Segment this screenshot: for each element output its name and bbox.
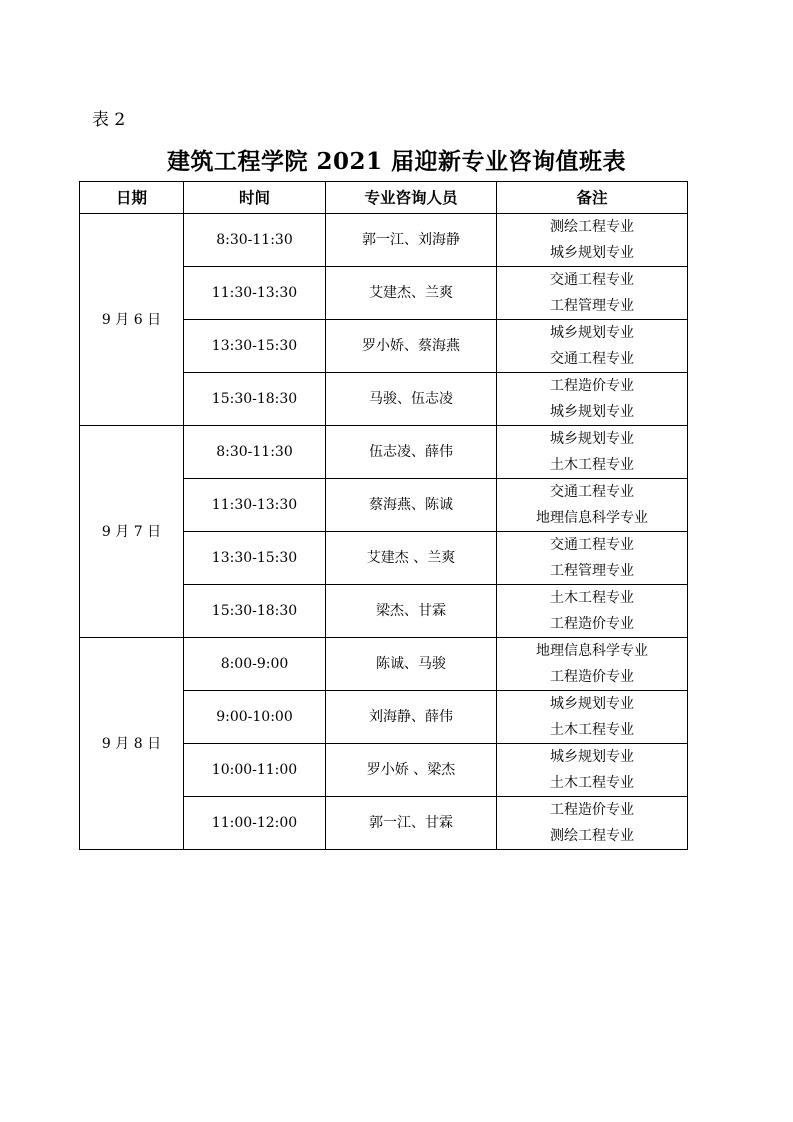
schedule-body (80, 214, 688, 850)
time-cell: 15:30-18:30 (184, 585, 326, 638)
note-line: 地理信息科学专业 (536, 510, 648, 526)
staff-cell: 蔡海燕、陈诚 (326, 479, 497, 532)
time-cell: 13:30-15:30 (184, 320, 326, 373)
time-cell: 9:00-10:00 (184, 691, 326, 744)
note-cell (497, 320, 688, 373)
time-cell: 8:30-11:30 (184, 214, 326, 267)
note-line: 土木工程专业 (550, 722, 634, 738)
note-line: 城乡规划专业 (550, 696, 634, 712)
staff-cell: 罗小娇 、梁杰 (326, 744, 497, 797)
staff-cell: 刘海静、薛伟 (326, 691, 497, 744)
note-line: 工程造价专业 (550, 378, 634, 394)
note-cell (497, 797, 688, 850)
document-title: 建筑工程学院 2021 届迎新专业咨询值班表 (166, 148, 627, 175)
date-cell: 9 月 7 日 (80, 426, 184, 638)
staff-cell: 陈诚、马骏 (326, 638, 497, 691)
note-line: 交通工程专业 (550, 537, 634, 553)
staff-cell: 郭一江、刘海静 (326, 214, 497, 267)
note-line: 城乡规划专业 (550, 404, 634, 420)
note-line: 工程管理专业 (550, 298, 634, 314)
time-cell: 13:30-15:30 (184, 532, 326, 585)
note-line: 工程造价专业 (550, 616, 634, 632)
time-cell: 10:00-11:00 (184, 744, 326, 797)
note-line: 城乡规划专业 (550, 245, 634, 261)
table-label: 表 2 (92, 110, 126, 130)
time-cell: 11:30-13:30 (184, 479, 326, 532)
note-cell (497, 267, 688, 320)
header-staff: 专业咨询人员 (326, 182, 497, 214)
header-note: 备注 (497, 182, 688, 214)
table-row (80, 426, 688, 479)
note-cell (497, 479, 688, 532)
time-cell: 15:30-18:30 (184, 373, 326, 426)
note-line: 交通工程专业 (550, 484, 634, 500)
staff-cell: 罗小娇、蔡海燕 (326, 320, 497, 373)
note-line: 工程造价专业 (550, 669, 634, 685)
duty-schedule-table (79, 181, 688, 850)
header-time: 时间 (184, 182, 326, 214)
date-cell: 9 月 8 日 (80, 638, 184, 850)
note-cell (497, 691, 688, 744)
note-cell (497, 532, 688, 585)
note-line: 测绘工程专业 (550, 828, 634, 844)
note-line: 土木工程专业 (550, 775, 634, 791)
time-cell: 8:00-9:00 (184, 638, 326, 691)
staff-cell: 马骏、伍志凌 (326, 373, 497, 426)
staff-cell: 艾建杰、兰爽 (326, 267, 497, 320)
note-line: 工程管理专业 (550, 563, 634, 579)
note-cell (497, 214, 688, 267)
note-line: 交通工程专业 (550, 272, 634, 288)
note-line: 测绘工程专业 (550, 219, 634, 235)
note-line: 工程造价专业 (550, 802, 634, 818)
staff-cell: 伍志凌、薛伟 (326, 426, 497, 479)
header-row (80, 182, 688, 214)
time-cell: 11:00-12:00 (184, 797, 326, 850)
note-cell (497, 585, 688, 638)
note-line: 城乡规划专业 (550, 749, 634, 765)
staff-cell: 艾建杰 、兰爽 (326, 532, 497, 585)
note-line: 城乡规划专业 (550, 431, 634, 447)
table-row (80, 214, 688, 267)
note-line: 交通工程专业 (550, 351, 634, 367)
header-date: 日期 (80, 182, 184, 214)
table-row (80, 638, 688, 691)
staff-cell: 梁杰、甘霖 (326, 585, 497, 638)
note-cell (497, 373, 688, 426)
note-line: 土木工程专业 (550, 457, 634, 473)
note-line: 城乡规划专业 (550, 325, 634, 341)
note-line: 地理信息科学专业 (536, 643, 648, 659)
note-cell (497, 638, 688, 691)
note-cell (497, 426, 688, 479)
staff-cell: 郭一江、甘霖 (326, 797, 497, 850)
note-cell (497, 744, 688, 797)
time-cell: 8:30-11:30 (184, 426, 326, 479)
time-cell: 11:30-13:30 (184, 267, 326, 320)
date-cell: 9 月 6 日 (80, 214, 184, 426)
note-line: 土木工程专业 (550, 590, 634, 606)
